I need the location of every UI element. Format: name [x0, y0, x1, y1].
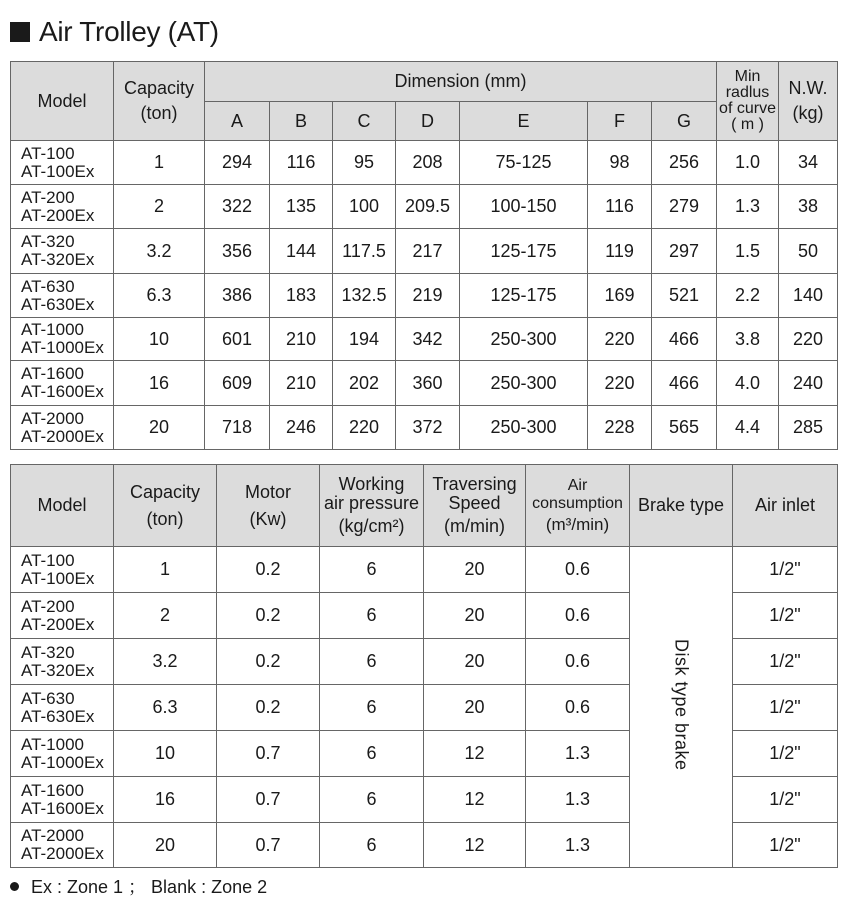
model-ex: AT-200Ex: [21, 614, 95, 634]
dim-g-cell: 297: [652, 229, 717, 274]
dim-f-cell: 228: [588, 406, 652, 450]
traversing-speed-cell: 20: [424, 547, 526, 593]
dim-g-cell: 256: [652, 141, 717, 185]
model-standard: AT-100: [21, 143, 75, 163]
dim-f-cell: 169: [588, 274, 652, 318]
model-cell: [11, 777, 114, 823]
dim-d-cell: 217: [396, 229, 460, 274]
air-inlet-cell: 1/2": [733, 593, 838, 639]
net-weight-cell: 140: [779, 274, 838, 318]
net-weight-cell: 50: [779, 229, 838, 274]
header-net-weight: N.W. (kg): [779, 62, 838, 141]
header-model: Model: [11, 465, 114, 547]
model-ex: AT-2000Ex: [21, 426, 104, 446]
model-ex: AT-320Ex: [21, 660, 95, 680]
page-title: [10, 14, 219, 50]
motor-cell: 0.2: [217, 593, 320, 639]
dim-a-cell: 356: [205, 229, 270, 274]
table-row: [11, 318, 838, 361]
dim-a-cell: 609: [205, 361, 270, 406]
net-weight-cell: 285: [779, 406, 838, 450]
air-inlet-cell: 1/2": [733, 639, 838, 685]
bullet-dot-icon: [10, 882, 19, 891]
net-weight-cell: 240: [779, 361, 838, 406]
dim-e-cell: 250-300: [460, 318, 588, 361]
header-motor: Motor (Kw): [217, 465, 320, 547]
dim-c-cell: 117.5: [333, 229, 396, 274]
min-radius-cell: 4.4: [717, 406, 779, 450]
capacity-cell: 2: [114, 185, 205, 229]
model-ex: AT-200Ex: [21, 205, 95, 225]
dim-a-cell: 386: [205, 274, 270, 318]
dim-b-cell: 210: [270, 318, 333, 361]
dim-f-cell: 220: [588, 361, 652, 406]
model-ex: AT-630Ex: [21, 706, 95, 726]
air-pressure-cell: 6: [320, 731, 424, 777]
dim-f-cell: 119: [588, 229, 652, 274]
model-cell: [11, 547, 114, 593]
capacity-cell: 10: [114, 731, 217, 777]
air-inlet-cell: 1/2": [733, 731, 838, 777]
model-cell: [11, 406, 114, 450]
table-row: [11, 141, 838, 185]
dim-a-cell: 718: [205, 406, 270, 450]
traversing-speed-cell: 20: [424, 685, 526, 731]
zone-note-text: Ex : Zone 1 ； Blank : Zone 2: [31, 877, 268, 897]
air-consumption-cell: 0.6: [526, 547, 630, 593]
table-row: [11, 274, 838, 318]
traversing-speed-cell: 20: [424, 593, 526, 639]
air-consumption-cell: 0.6: [526, 639, 630, 685]
model-cell: [11, 229, 114, 274]
dim-d-cell: 360: [396, 361, 460, 406]
model-cell: [11, 593, 114, 639]
traversing-speed-cell: 12: [424, 731, 526, 777]
capacity-cell: 20: [114, 823, 217, 868]
dim-c-cell: 100: [333, 185, 396, 229]
model-ex: AT-100Ex: [21, 568, 95, 588]
table-row: [11, 361, 838, 406]
min-radius-cell: 3.8: [717, 318, 779, 361]
air-consumption-cell: 0.6: [526, 685, 630, 731]
min-radius-cell: 1.5: [717, 229, 779, 274]
dim-c-cell: 202: [333, 361, 396, 406]
header-dim-g: G: [652, 102, 717, 141]
capacity-cell: 1: [114, 141, 205, 185]
capacity-cell: 1: [114, 547, 217, 593]
capacity-cell: 6.3: [114, 274, 205, 318]
air-pressure-cell: 6: [320, 639, 424, 685]
capacity-cell: 16: [114, 777, 217, 823]
model-cell: [11, 639, 114, 685]
dim-c-cell: 132.5: [333, 274, 396, 318]
dim-f-cell: 98: [588, 141, 652, 185]
motor-cell: 0.7: [217, 823, 320, 868]
header-air-consumption: Air consumption (m³/min): [526, 465, 630, 547]
brake-type-cell: [630, 547, 733, 868]
capacity-cell: 2: [114, 593, 217, 639]
model-cell: [11, 361, 114, 406]
specification-table: [10, 464, 838, 868]
model-ex: AT-100Ex: [21, 161, 95, 181]
motor-cell: 0.7: [217, 731, 320, 777]
dim-e-cell: 75-125: [460, 141, 588, 185]
header-dim-f: F: [588, 102, 652, 141]
header-dim-a: A: [205, 102, 270, 141]
model-standard: AT-200: [21, 187, 75, 207]
model-cell: [11, 731, 114, 777]
capacity-cell: 20: [114, 406, 205, 450]
table-row: [11, 229, 838, 274]
model-standard: AT-2000: [21, 408, 85, 428]
net-weight-cell: 220: [779, 318, 838, 361]
air-pressure-cell: 6: [320, 547, 424, 593]
model-ex: AT-1000Ex: [21, 752, 104, 772]
dim-a-cell: 322: [205, 185, 270, 229]
min-radius-cell: 1.0: [717, 141, 779, 185]
dim-b-cell: 210: [270, 361, 333, 406]
model-cell: [11, 141, 114, 185]
dim-d-cell: 209.5: [396, 185, 460, 229]
table-row: [11, 185, 838, 229]
air-inlet-cell: 1/2": [733, 547, 838, 593]
min-radius-cell: 4.0: [717, 361, 779, 406]
dim-e-cell: 100-150: [460, 185, 588, 229]
capacity-cell: 3.2: [114, 229, 205, 274]
square-bullet-icon: [10, 22, 30, 42]
dim-f-cell: 116: [588, 185, 652, 229]
brake-type-text: Disk type brake: [671, 639, 692, 771]
dimension-table: [10, 61, 838, 450]
header-dim-c: C: [333, 102, 396, 141]
dim-b-cell: 183: [270, 274, 333, 318]
net-weight-cell: 34: [779, 141, 838, 185]
dim-f-cell: 220: [588, 318, 652, 361]
model-ex: AT-2000Ex: [21, 844, 104, 863]
air-inlet-cell: 1/2": [733, 823, 838, 868]
net-weight-cell: 38: [779, 185, 838, 229]
header-dim-e: E: [460, 102, 588, 141]
header-traversing-speed: Traversing Speed (m/min): [424, 465, 526, 547]
dim-a-cell: 294: [205, 141, 270, 185]
header-dim-d: D: [396, 102, 460, 141]
dim-g-cell: 565: [652, 406, 717, 450]
dim-c-cell: 194: [333, 318, 396, 361]
capacity-cell: 6.3: [114, 685, 217, 731]
motor-cell: 0.2: [217, 685, 320, 731]
model-standard: AT-320: [21, 642, 75, 662]
model-cell: [11, 318, 114, 361]
model-standard: AT-1600: [21, 364, 85, 384]
header-min-radius: Min radlus of curve ( m ): [717, 62, 779, 141]
header-working-air-pressure: Working air pressure (kg/cm²): [320, 465, 424, 547]
dim-g-cell: 466: [652, 361, 717, 406]
header-model: Model: [11, 62, 114, 141]
header-capacity: Capacity (ton): [114, 465, 217, 547]
header-air-inlet: Air inlet: [733, 465, 838, 547]
model-standard: AT-630: [21, 276, 75, 296]
air-pressure-cell: 6: [320, 823, 424, 868]
air-consumption-cell: 1.3: [526, 731, 630, 777]
model-standard: AT-320: [21, 232, 75, 252]
air-consumption-cell: 1.3: [526, 823, 630, 868]
dim-d-cell: 219: [396, 274, 460, 318]
header-dim-b: B: [270, 102, 333, 141]
model-ex: AT-630Ex: [21, 294, 95, 314]
model-standard: AT-200: [21, 596, 75, 616]
dim-a-cell: 601: [205, 318, 270, 361]
motor-cell: 0.2: [217, 639, 320, 685]
air-pressure-cell: 6: [320, 777, 424, 823]
air-consumption-cell: 1.3: [526, 777, 630, 823]
model-standard: AT-1000: [21, 734, 85, 754]
dim-c-cell: 95: [333, 141, 396, 185]
model-standard: AT-100: [21, 550, 75, 570]
model-ex: AT-1000Ex: [21, 338, 104, 357]
capacity-cell: 3.2: [114, 639, 217, 685]
model-standard: AT-1000: [21, 320, 85, 340]
model-cell: [11, 823, 114, 868]
air-pressure-cell: 6: [320, 685, 424, 731]
dim-g-cell: 466: [652, 318, 717, 361]
air-inlet-cell: 1/2": [733, 777, 838, 823]
dim-b-cell: 116: [270, 141, 333, 185]
model-ex: AT-1600Ex: [21, 798, 104, 818]
model-standard: AT-1600: [21, 780, 85, 800]
page-title-text: Air Trolley (AT): [39, 16, 219, 47]
model-standard: AT-2000: [21, 826, 85, 846]
table-row: [11, 406, 838, 450]
traversing-speed-cell: 20: [424, 639, 526, 685]
dim-c-cell: 220: [333, 406, 396, 450]
capacity-cell: 10: [114, 318, 205, 361]
dim-g-cell: 279: [652, 185, 717, 229]
dim-b-cell: 135: [270, 185, 333, 229]
min-radius-cell: 1.3: [717, 185, 779, 229]
model-cell: [11, 685, 114, 731]
dim-e-cell: 125-175: [460, 229, 588, 274]
dim-e-cell: 250-300: [460, 361, 588, 406]
model-cell: [11, 185, 114, 229]
air-consumption-cell: 0.6: [526, 593, 630, 639]
dim-g-cell: 521: [652, 274, 717, 318]
min-radius-cell: 2.2: [717, 274, 779, 318]
dim-e-cell: 125-175: [460, 274, 588, 318]
dim-e-cell: 250-300: [460, 406, 588, 450]
air-pressure-cell: 6: [320, 593, 424, 639]
traversing-speed-cell: 12: [424, 823, 526, 868]
dim-b-cell: 246: [270, 406, 333, 450]
dim-d-cell: 208: [396, 141, 460, 185]
header-capacity: Capacity (ton): [114, 62, 205, 141]
table-row: [11, 547, 838, 593]
dim-d-cell: 372: [396, 406, 460, 450]
header-dimension: Dimension (mm): [205, 62, 717, 102]
zone-note: [10, 873, 267, 899]
model-ex: AT-1600Ex: [21, 382, 104, 401]
model-ex: AT-320Ex: [21, 250, 95, 269]
model-cell: [11, 274, 114, 318]
traversing-speed-cell: 12: [424, 777, 526, 823]
motor-cell: 0.7: [217, 777, 320, 823]
capacity-cell: 16: [114, 361, 205, 406]
air-inlet-cell: 1/2": [733, 685, 838, 731]
motor-cell: 0.2: [217, 547, 320, 593]
header-brake-type: Brake type: [630, 465, 733, 547]
dim-d-cell: 342: [396, 318, 460, 361]
model-standard: AT-630: [21, 688, 75, 708]
dim-b-cell: 144: [270, 229, 333, 274]
